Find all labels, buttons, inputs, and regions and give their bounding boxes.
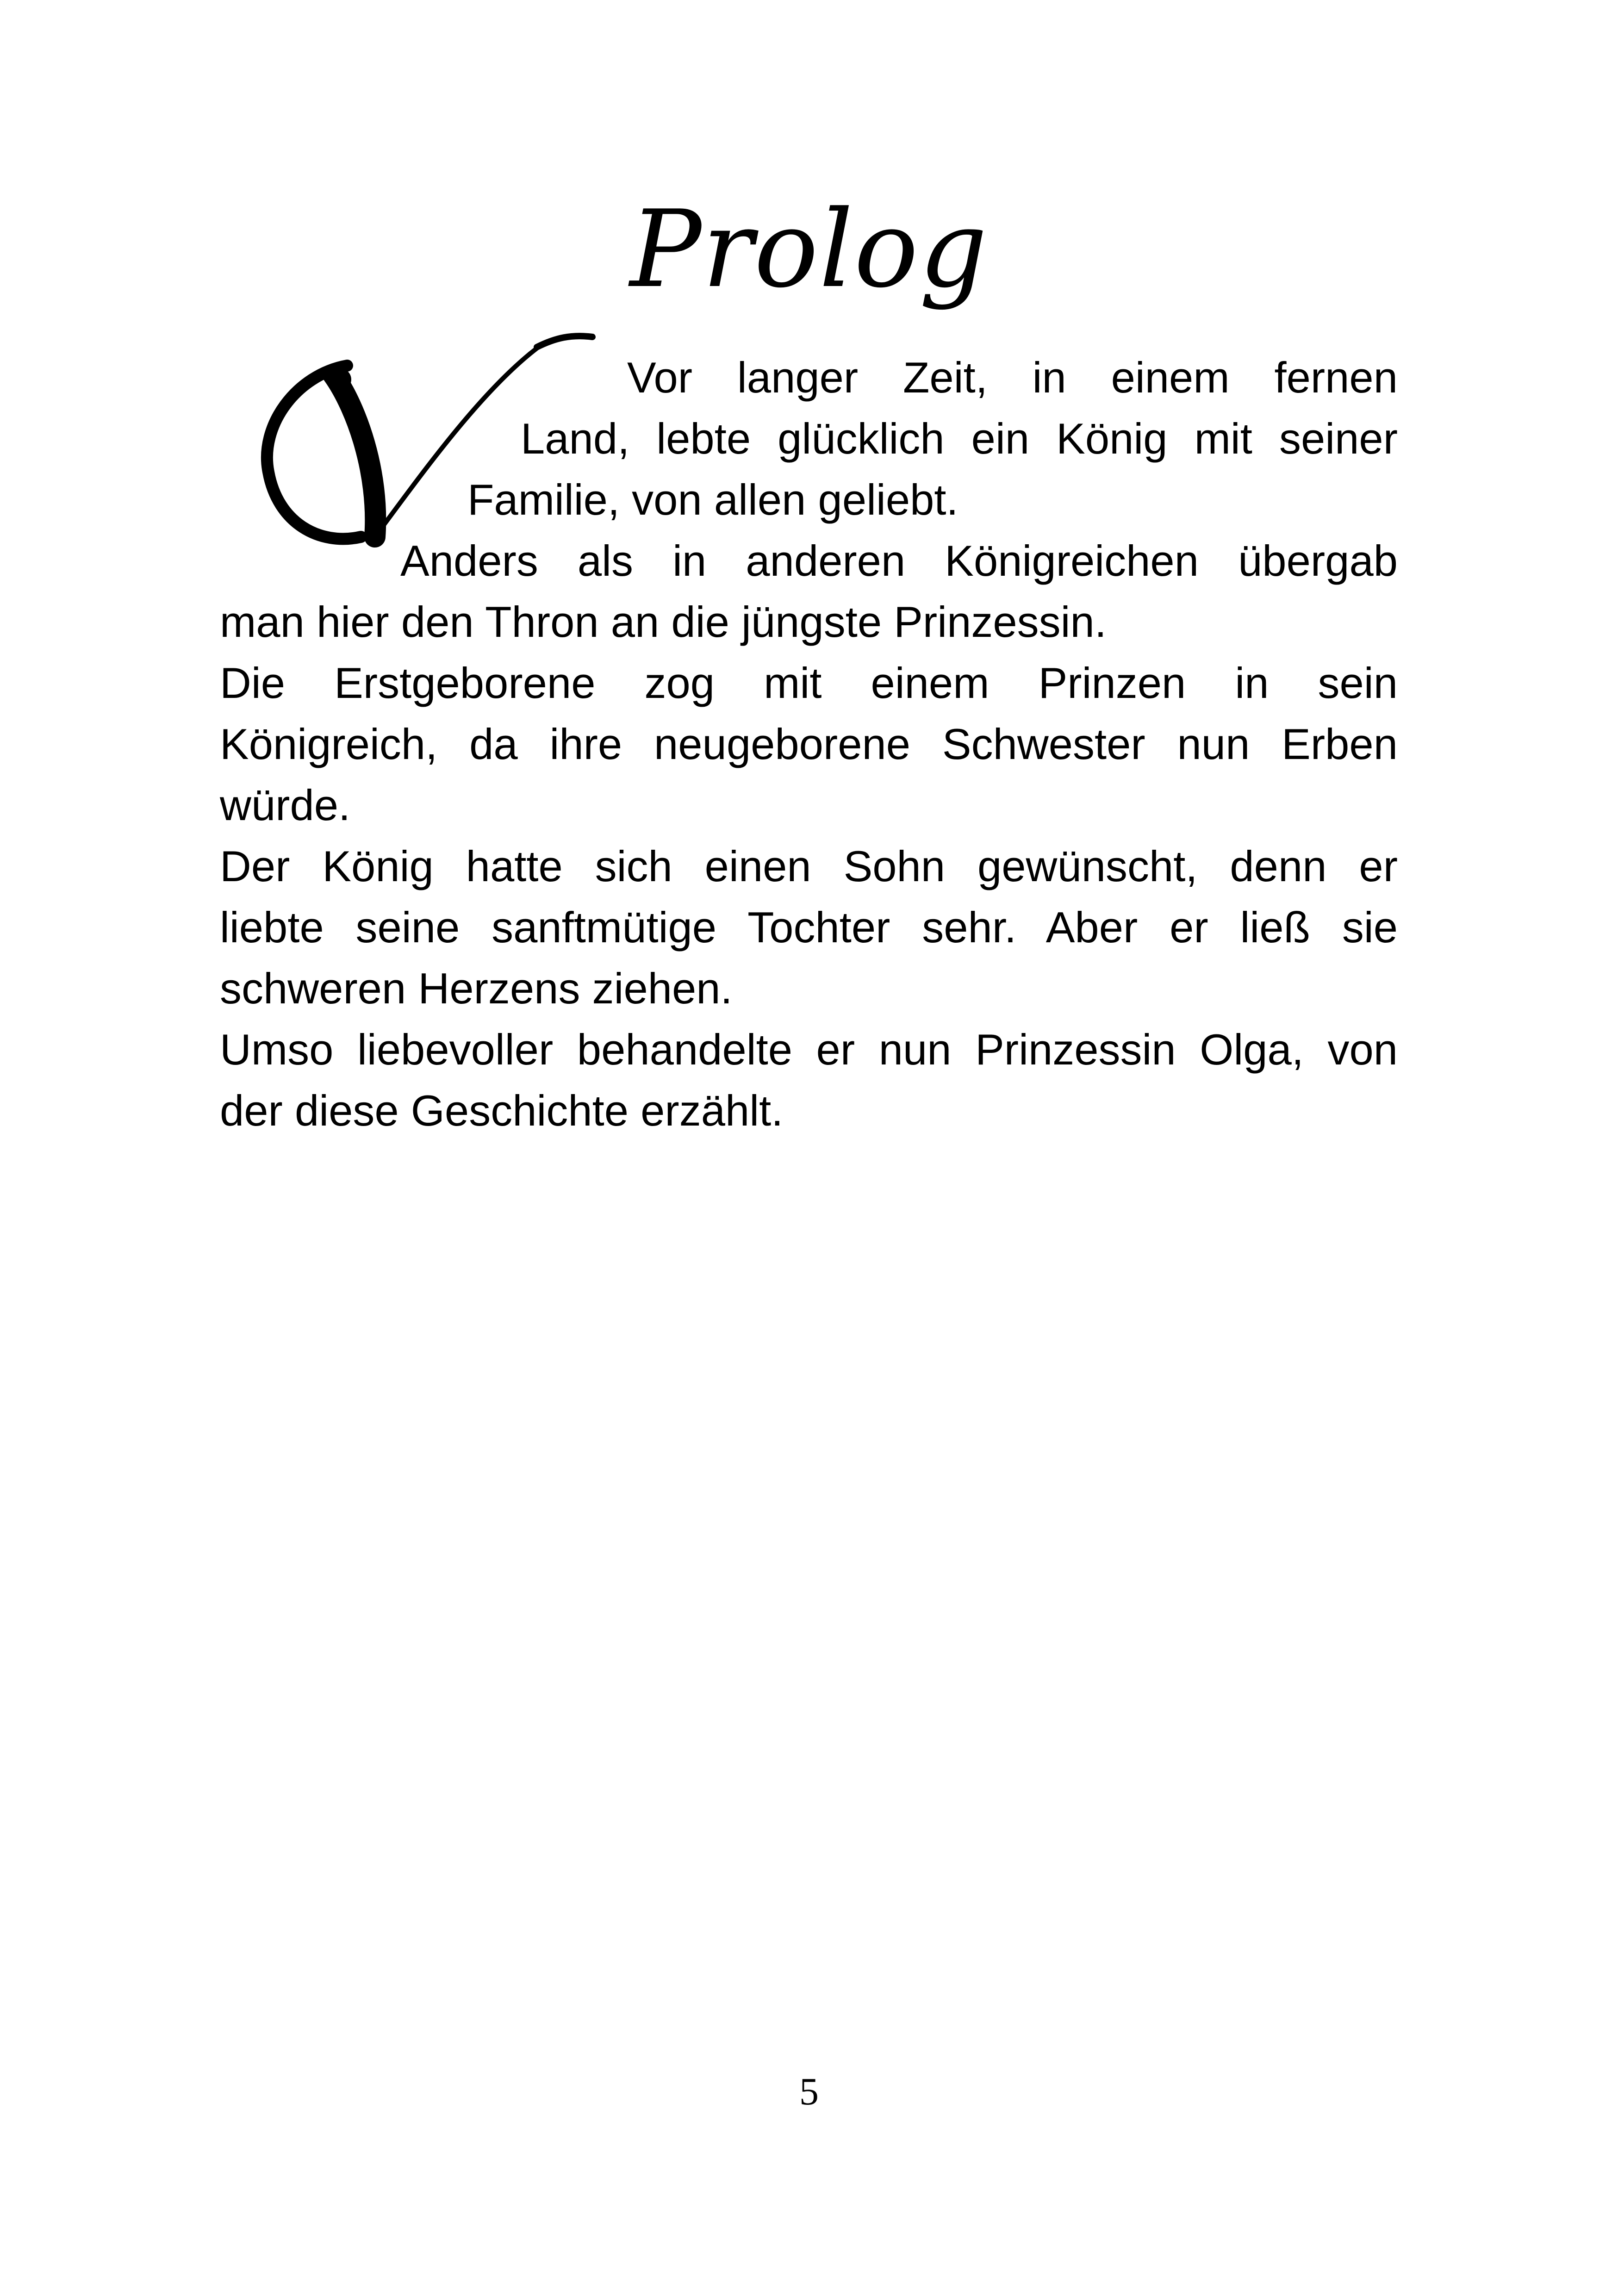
text-line: der diese Geschichte erzählt. <box>220 1086 784 1135</box>
text-line: Die Erstgeborene zog mit einem Prinzen in sein <box>220 659 1398 707</box>
text-line: schweren Herzens ziehen. <box>220 964 733 1013</box>
text-line: Anders als in anderen Königreichen übergab <box>400 536 1398 585</box>
text-line: Königreich, da ihre neugeborene Schwester nun Erben <box>220 720 1398 768</box>
text-line: Familie, von allen geliebt. <box>467 475 958 524</box>
text-line: Vor langer Zeit, in einem fernen <box>627 353 1398 402</box>
page-number: 5 <box>799 2070 819 2113</box>
text-line: würde. <box>220 781 351 829</box>
text-line: liebte seine sanftmütige Tochter sehr. Aber er ließ sie <box>220 903 1398 952</box>
text-line: Der König hatte sich einen Sohn gewünscht, denn er <box>220 842 1398 890</box>
text-line: man hier den Thron an die jüngste Prinzessin. <box>220 597 1107 646</box>
text-line: Umso liebevoller behandelte er nun Prinzessin Olga, von <box>220 1025 1398 1074</box>
page-title: Prolog <box>629 188 989 311</box>
text-line: Land, lebte glücklich ein König mit seiner <box>521 414 1398 463</box>
